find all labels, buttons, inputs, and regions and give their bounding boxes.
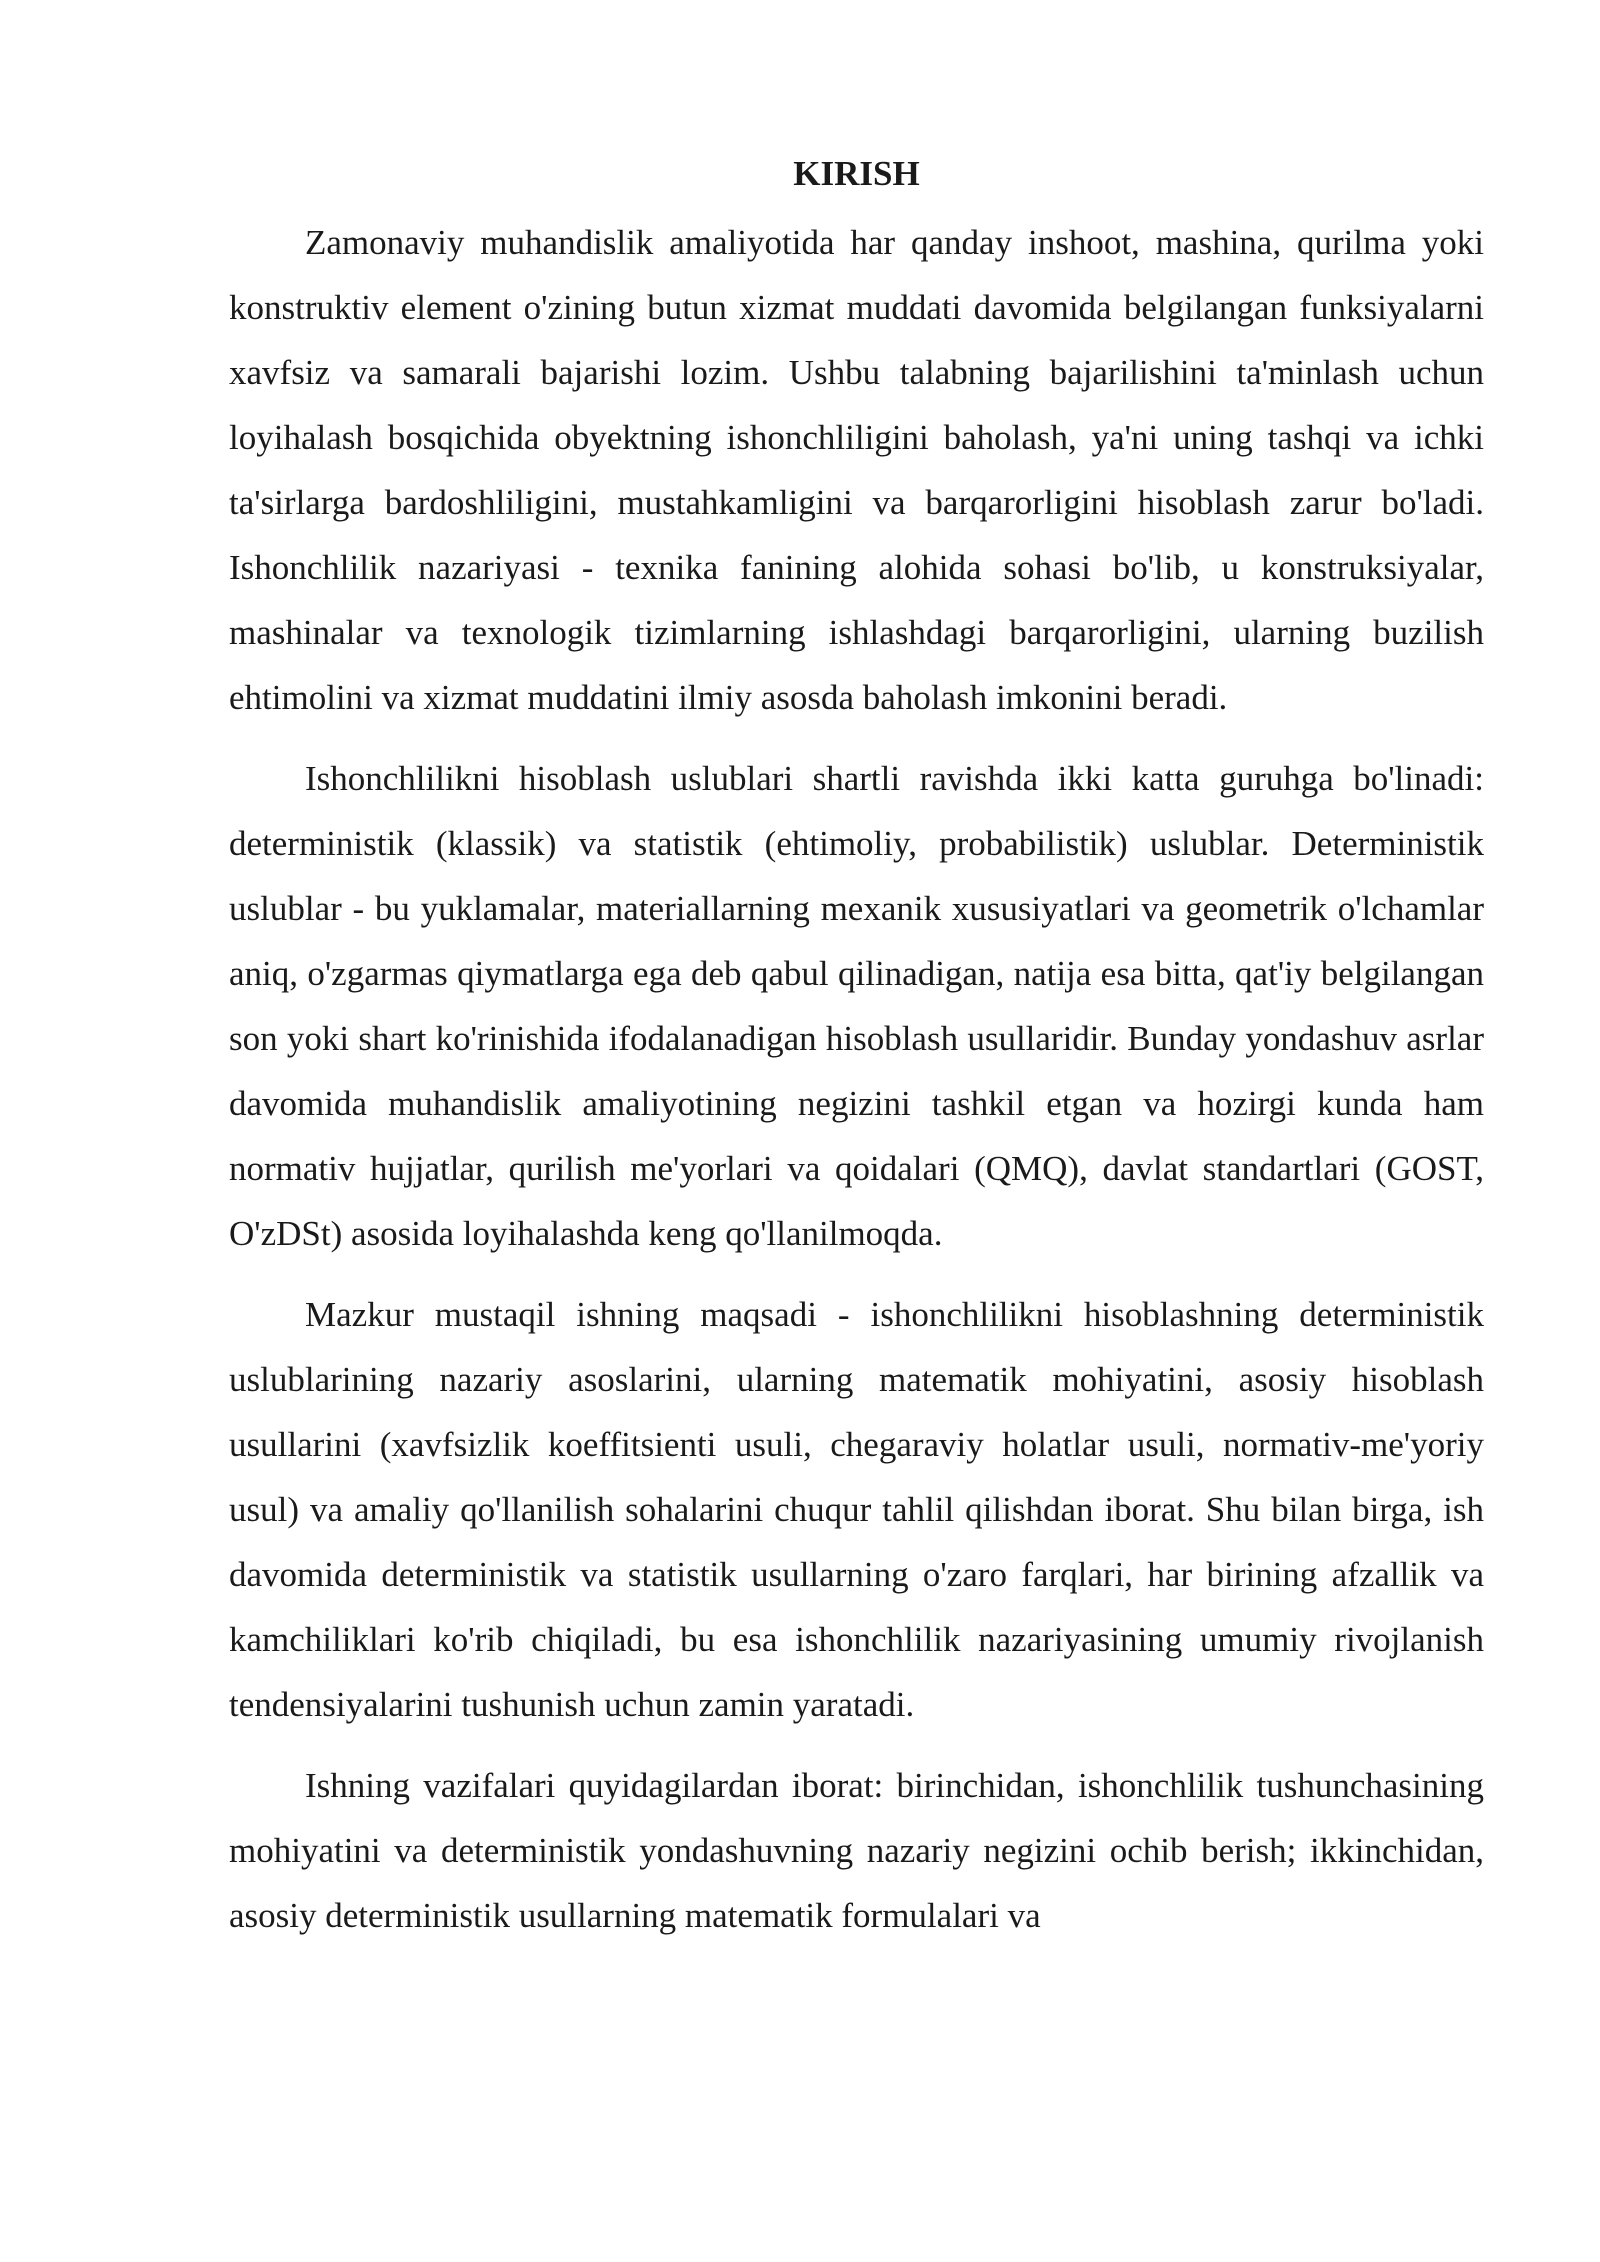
paragraph-2: Ishonchlilikni hisoblash uslublari shartli ravishda ikki katta guruhga bo'linadi: deterministik (klassik) va statistik (ehtimoliy, probabilistik) uslublar. Deterministik uslublar - bu yuklamalar, materiallarning mexanik xususiyatlari va geometrik o'lchamlar aniq, o'zgarmas qiymatlarga ega deb qabul qilinadigan, natija esa bitta, qat'iy belgilangan son yoki shart ko'rinishida ifodalanadigan hisoblash usullaridir. Bunday yondashuv asrlar davomida muhandislik amaliyotining negizini tashkil etgan va hozirgi kunda ham normativ hujjatlar, qurilish me'yorlari va qoidalari (QMQ), davlat standartlari (GOST, O'zDSt) asosida loyihalashda keng qo'llanilmoqda. (229, 759, 1484, 1253)
paragraph-3: Mazkur mustaqil ishning maqsadi - ishonchlilikni hisoblashning deterministik uslublarining nazariy asoslarini, ularning matematik mohiyatini, asosiy hisoblash usullarini (xavfsizlik koeffitsienti usuli, chegaraviy holatlar usuli, normativ-me'yoriy usul) va amaliy qo'llanilish sohalarini chuqur tahlil qilishdan iborat. Shu bilan birga, ish davomida deterministik va statistik usullarning o'zaro farqlari, har birining afzallik va kamchiliklari ko'rib chiqiladi, bu esa ishonchlilik nazariyasining umumiy rivojlanish tendensiyalarini tushunish uchun zamin yaratadi. (229, 1295, 1484, 1724)
document-body (229, 148, 1484, 1964)
page-title: KIRISH (793, 154, 920, 193)
paragraph-4: Ishning vazifalari quyidagilardan iborat: birinchidan, ishonchlilik tushunchasining mohiyatini va deterministik yondashuvning nazariy negizini ochib berish; ikkinchidan, asosiy deterministik usullarning matematik formulalari va (229, 1766, 1484, 1935)
paragraph-1: Zamonaviy muhandislik amaliyotida har qanday inshoot, mashina, qurilma yoki konstruktiv element o'zining butun xizmat muddati davomida belgilangan funksiyalarni xavfsiz va samarali bajarishi lozim. Ushbu talabning bajarilishini ta'minlash uchun loyihalash bosqichida obyektning ishonchliligini baholash, ya'ni uning tashqi va ichki ta'sirlarga bardoshliligini, mustahkamligini va barqarorligini hisoblash zarur bo'ladi. Ishonchlilik nazariyasi - texnika fanining alohida sohasi bo'lib, u konstruksiyalar, mashinalar va texnologik tizimlarning ishlashdagi barqarorligini, ularning buzilish ehtimolini va xizmat muddatini ilmiy asosda baholash imkonini beradi. (229, 223, 1484, 717)
